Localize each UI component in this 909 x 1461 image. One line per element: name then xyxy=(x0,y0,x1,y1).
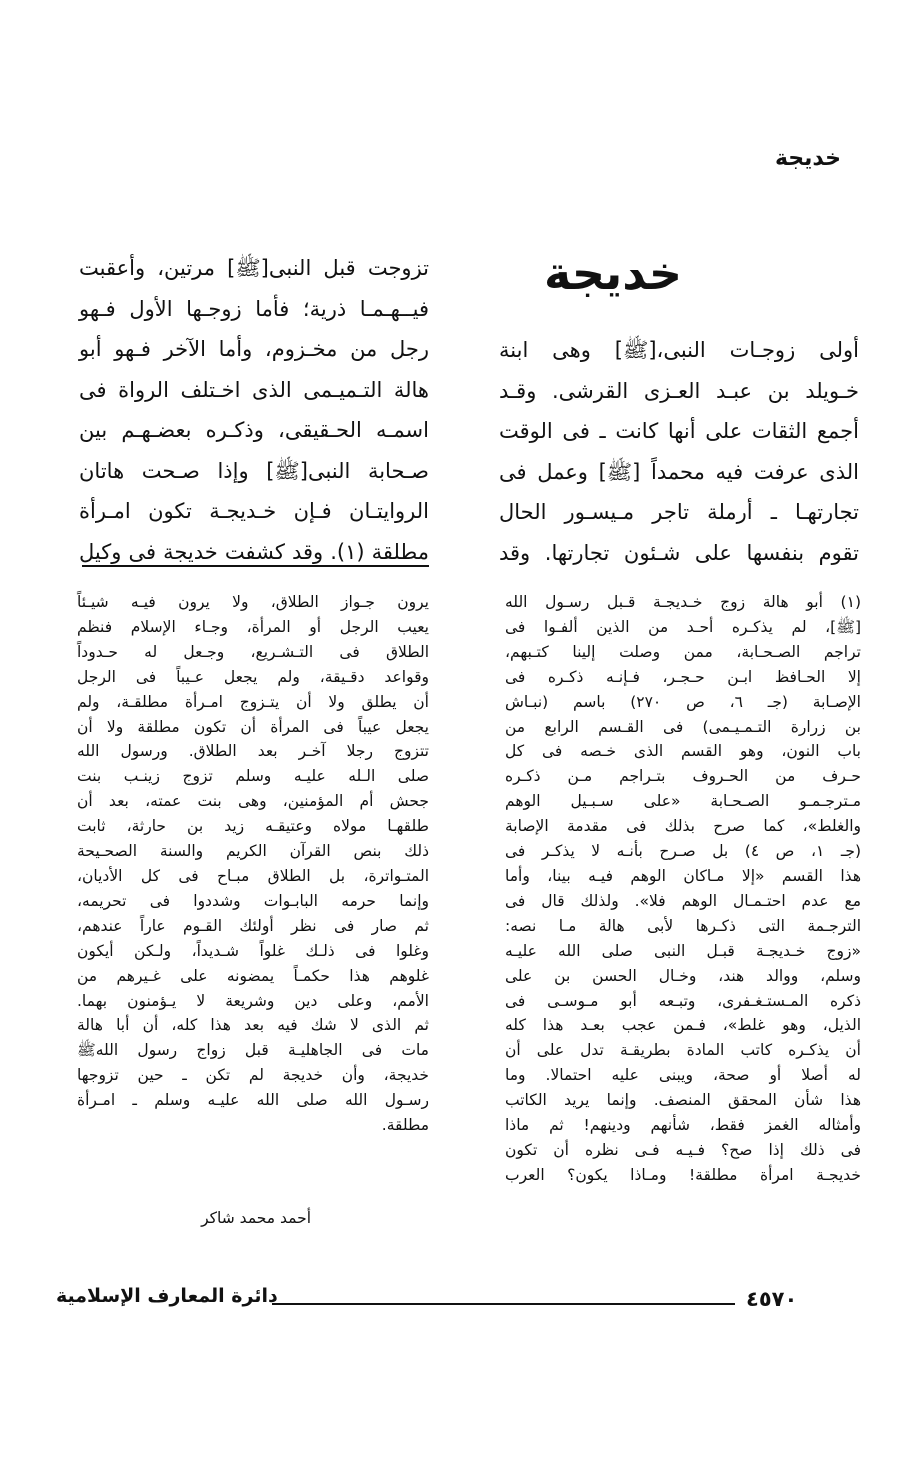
text-line: تقوم بنفسها على شـئون تجارتها. وقد xyxy=(499,540,859,565)
footnote-line: غلوهم هذا حكمـاً يمضونه على غـيرهم من xyxy=(77,966,429,985)
footnote-left-column xyxy=(77,590,429,1138)
text-line: مطلقة (١). وقد كشفت خديجة فى وكيل xyxy=(79,539,429,564)
main-text-right-column xyxy=(499,330,859,573)
signature: أحمد محمد شاكر xyxy=(201,1209,311,1227)
footnote-right-column xyxy=(505,590,861,1188)
footnote-line: [ﷺ]، لم يذكـره أحـد من الذين ألفـوا فى xyxy=(505,617,861,636)
text-line: تزوجت قبل النبى[ﷺ] مرتين، وأعقبت xyxy=(79,256,429,280)
text-line: الذى عرفت فيه محمداً [ﷺ] وعمل فى xyxy=(499,459,859,484)
footnote-line: مطلقة. xyxy=(381,1116,429,1135)
footnote-line: وقواعد دقـيقة، ولم يجعل عـيباً فى الرجل xyxy=(77,667,429,686)
footnote-line: وإنما حرمه البابـوات وشددوا فى تحريمه، xyxy=(77,891,429,910)
footnote-line: خديجة، وأن خديجة لم تكن ـ حين تزوجها xyxy=(77,1066,429,1085)
footnote-line: ذكره المـستـغـفرى، وتبـعه أبو مـوسـى فى xyxy=(505,991,861,1010)
footnote-line: يعيب الرجل أو المرأة، وجـاء الإسلام فنظم xyxy=(77,617,429,636)
footnote-line: هذا شأن المحقق المنصف. وإنما يريد الكاتب xyxy=(505,1091,861,1110)
footnote-line: الطلاق فى التـشـريع، وجـعل له حـدوداً xyxy=(77,642,429,661)
footnote-line: جحش أم المؤمنين، وهى بنت عمته، بعد أن xyxy=(77,792,429,811)
text-line: رجل من مخـزوم، وأما الآخر فـهو أبو xyxy=(79,337,429,361)
footnote-line: يجعل عيباً فى المرأة أن تكون مطلقة ولا أن xyxy=(77,717,429,736)
running-header: خديجة xyxy=(774,146,841,171)
text-line: صـحابة النبى[ﷺ] وإذا صـحت هاتان xyxy=(79,458,429,483)
footnote-line: الأمم، وعلى دين وشريعة لا يـؤمنون بهما. xyxy=(77,991,429,1010)
footer-rule xyxy=(272,1303,735,1305)
text-line: اسمـه الحـقيقى، وذكـره بعضـهـم بين xyxy=(79,418,429,442)
footnote-line: يرون جـواز الطلاق، ولا يرون فيـه شيـئاً xyxy=(77,593,429,611)
footnote-line: هذا القسم «إلا مـاكان الوهم فيـه بينا، وأما xyxy=(505,866,861,885)
footnote-line: أن يطلق ولا أن يتـزوج امـرأة مطلقـة، ولم xyxy=(77,692,429,711)
footnote-line: وأمثاله الغمز فقط، شأنهم ودينهم! ثم ماذا xyxy=(505,1116,861,1135)
footnote-line: والغلط»، كما صرح بذلك فى مقدمة الإصابة xyxy=(505,817,861,836)
footnote-line: تراجم الصـحـابة، ممن وصلت إلينا كتـبهم، xyxy=(505,642,861,661)
article-title: خديجة xyxy=(543,246,683,300)
footnote-line: ثم صار فى نظر أولئك القـوم عاراً عندهم، xyxy=(77,916,429,935)
footnote-line: باب النون، وهو القسم الذى خـصه فى كل xyxy=(505,742,861,761)
footnote-line: حـرف من الحـروف بتـراجم مـن ذكـره xyxy=(505,767,861,786)
text-line: أولى زوجـات النبى،[ﷺ] وهى ابنة xyxy=(499,338,859,362)
footnote-line: وغلوا فى ذلـك غلواً شـديداً، ولـكن أيكون xyxy=(77,941,429,960)
journal-title: دائرة المعارف الإسلامية xyxy=(56,1285,278,1307)
footnote-line: تتزوج رجلا آخـر بعد الطلاق. ورسول الله xyxy=(77,742,429,761)
page-number: ٤٥٧٠ xyxy=(746,1287,798,1311)
text-line: تجارتهـا ـ أرملة تاجر مـيسـور الحال xyxy=(499,500,859,524)
text-line: فيــهـمـا ذرية؛ فأما زوجـها الأول فـهو xyxy=(79,296,429,321)
text-line: خـويلد بن عبـد العـزى القرشى. وقـد xyxy=(499,378,859,403)
footnote-line: إلا الحـافظ ابـن حـجـر، فـإنـه ذكـره فى xyxy=(505,667,861,686)
footnote-line: فى ذلك إذا صح؟ فـيـه فـى نظره أن تكون xyxy=(505,1140,861,1159)
footnote-line: خديجـة امرأة مطلقة! ومـاذا يكون؟ العرب xyxy=(505,1165,861,1184)
footnote-line: رسـول الله صلى الله عليـه وسلم ـ امـرأة xyxy=(77,1091,429,1110)
footnote-line: المتـواترة، بل الطلاق مبـاح فى كل الأديان، xyxy=(77,866,429,885)
footnote-line: ذلك بنص القرآن الكريم والسنة الصحـيحة xyxy=(77,842,429,861)
footnote-line: ثم الذى لا شك فيه بعد هذا كله، أن أبا هالة xyxy=(77,1016,429,1035)
footnote-line: مات فى الجاهليـة قبل زواج رسول اللهﷺ xyxy=(77,1041,429,1060)
footnote-line: مـترجـمـو الصـحـابة «على سـبـيل الوهم xyxy=(505,792,861,811)
footnote-line: مع عدم احتـمـال الوهم فلا». ولذلك قال فى xyxy=(505,891,861,910)
footnote-line: الذيل، وهو غلط»، فـمن عجب بعـد هذا كله xyxy=(505,1016,861,1035)
footnote-line: الترجـمة التى ذكـرها لأبى هالة مـا نصه: xyxy=(505,916,861,935)
footnote-line: «زوج خـديجـة قبـل النبى صلى الله عليـه xyxy=(505,941,861,960)
footnote-separator xyxy=(82,565,429,567)
footnote-line: (١) أبو هالة زوج خـديجـة قـبل رسـول الله xyxy=(505,593,861,611)
footnote-line: الإصـابة (جـ ٦، ص ٢٧٠) باسم (نبـاش xyxy=(505,692,861,711)
footnote-line: طلقهـا مولاه وعتيقـه زيد بن حارثة، ثابت xyxy=(77,817,429,836)
footnote-line: أن يذكـره كاتب المادة بطريقـة تدل على أن xyxy=(505,1041,861,1060)
footnote-line: (جـ ١، ص ٤) بل صـرح بأنـه لا يذكـر فى xyxy=(505,842,861,861)
text-line: أجمع الثقات على أنها كانت ـ فى الوقت xyxy=(499,419,859,443)
text-line: هالة التـميـمى الذى اخـتلف الرواة فى xyxy=(79,377,429,402)
footnote-line: وسلم، ووالد هند، وخـال الحسن بن على xyxy=(505,966,861,985)
main-text-left-column xyxy=(79,248,429,572)
footnote-line: صلى الـله عليـه وسلم تزوج زينـب بنت xyxy=(77,767,429,786)
text-line: الروايتـان فـإن خـديجـة تكون امـرأة xyxy=(79,499,429,523)
footnote-line: بن زرارة التـمـيـمى) فى القـسم الرابع من xyxy=(505,717,861,736)
footnote-line: له أصلا أو صحة، ويبنى عليه احتمالا. وما xyxy=(505,1066,861,1085)
